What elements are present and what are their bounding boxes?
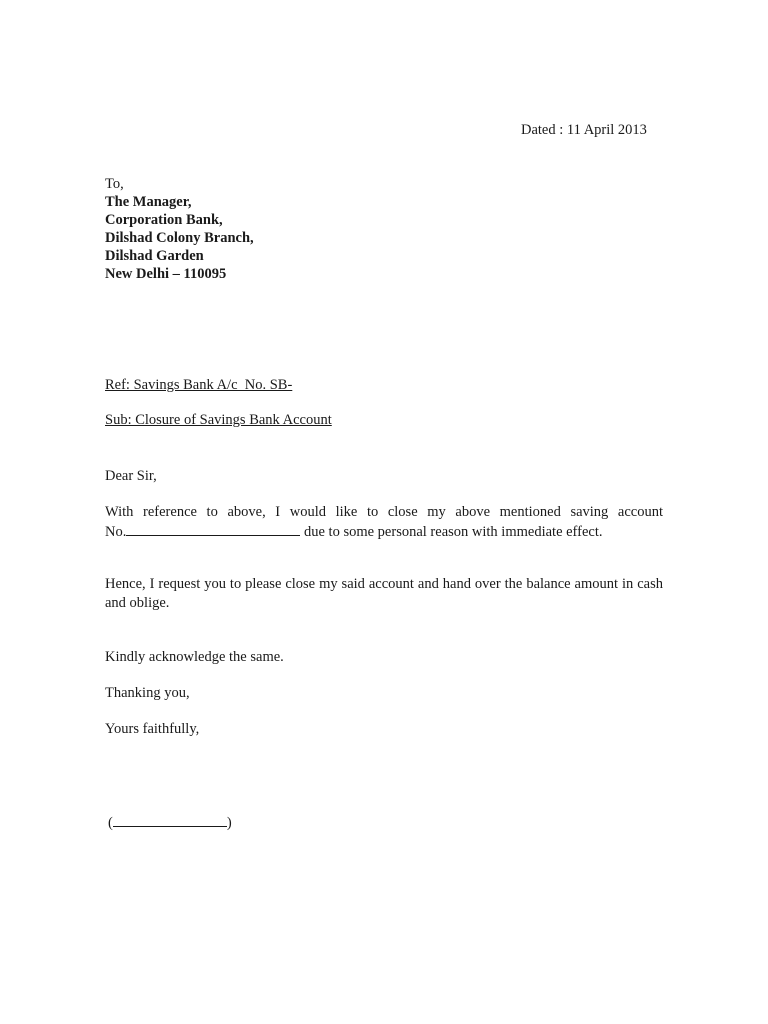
reference-line xyxy=(105,375,448,394)
account-number-blank xyxy=(292,375,448,389)
date-separator: : xyxy=(559,122,564,138)
paragraph-3: Kindly acknowledge the same. xyxy=(105,649,284,665)
greeting: Dear Sir, xyxy=(105,468,157,484)
address-line-area: Dilshad Garden xyxy=(105,248,204,264)
paragraph-1-line-1: With reference to above, I would like to close my above mentioned saving account xyxy=(105,504,663,520)
date-line xyxy=(521,121,647,139)
closing-yours-faithfully: Yours faithfully, xyxy=(105,721,200,737)
reference-text: Ref: Savings Bank A/c No. SB- xyxy=(105,377,293,393)
to-label: To, xyxy=(105,176,124,192)
subject-line: Sub: Closure of Savings Bank Account xyxy=(105,412,332,428)
address-line-branch: Dilshad Colony Branch, xyxy=(105,230,254,246)
date-label: Dated xyxy=(521,122,556,138)
signature-placeholder xyxy=(108,812,232,832)
address-line-manager: The Manager, xyxy=(105,194,192,210)
signature-close-paren: ) xyxy=(226,815,232,831)
paragraph-2: Hence, I request you to please close my said account and hand over the balance amount in cash and oblige. xyxy=(105,576,663,611)
account-no-label: No. xyxy=(105,524,127,540)
signature-open-paren: ( xyxy=(108,815,113,831)
account-number-field-blank xyxy=(126,521,300,536)
address-line-city: New Delhi – 110095 xyxy=(105,266,227,282)
paragraph-1-rest: due to some personal reason with immediate effect. xyxy=(300,524,603,540)
signature-blank xyxy=(113,812,227,827)
address-line-bank: Corporation Bank, xyxy=(105,212,223,228)
date-value: 11 April 2013 xyxy=(566,122,647,138)
paragraph-1-line-2 xyxy=(105,521,602,541)
closing-thanks: Thanking you, xyxy=(105,685,190,701)
